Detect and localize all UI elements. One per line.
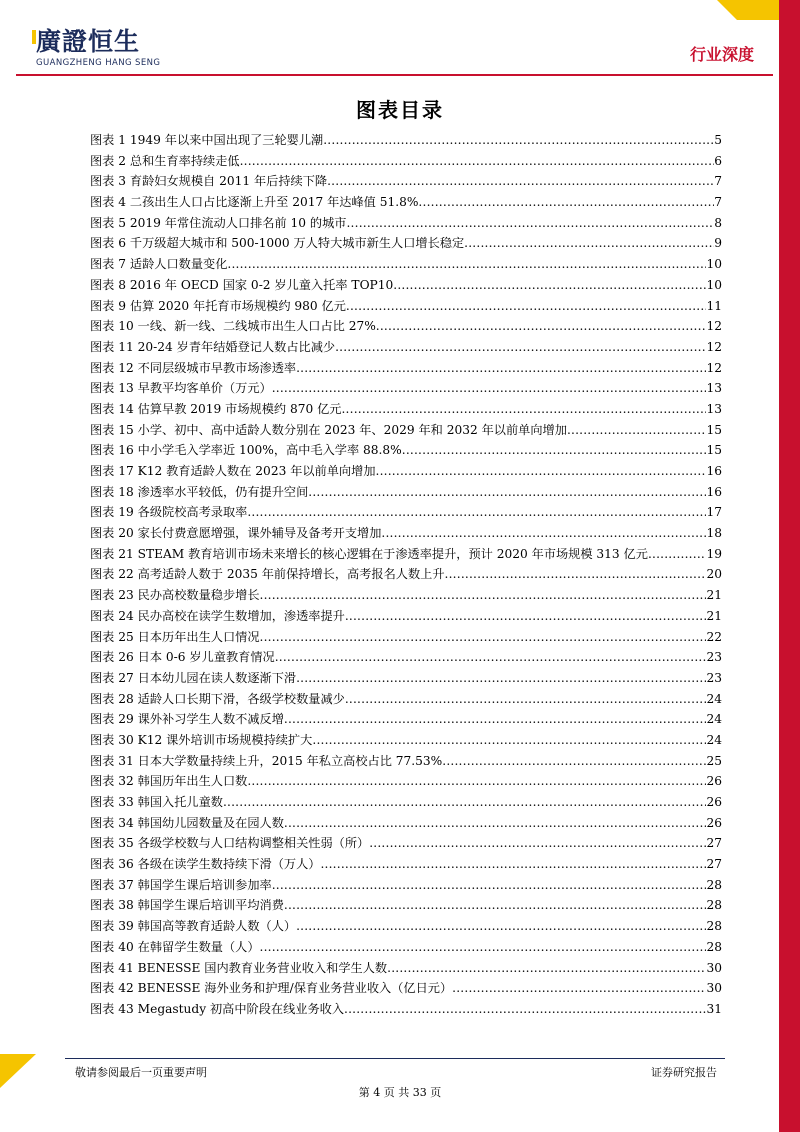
toc-entry[interactable] [90,214,722,235]
toc-dot-leader [369,836,706,850]
toc-entry-page: 28 [706,898,722,913]
toc-entry-title: 图表 11 20-24 岁青年结婚登记人数占比减少 [90,339,336,354]
toc-entry-title: 图表 40 在韩留学生数量（人） [90,939,260,954]
toc-dot-leader [345,609,707,623]
toc-entry-page: 27 [706,857,722,872]
toc-dot-leader [247,774,706,788]
toc-entry[interactable] [90,131,722,152]
footer-report-type: 证券研究报告 [651,1066,717,1079]
toc-entry[interactable] [90,628,722,649]
toc-entry-title: 图表 15 小学、初中、高中适龄人数分别在 2023 年、2029 年和 2032 年以前单向增加 [90,422,567,437]
toc-entry-title: 图表 36 各级在读学生数持续下滑（万人） [90,857,321,872]
toc-entry-title: 图表 26 日本 0-6 岁儿童教育情况 [90,650,275,665]
footer-divider [65,1058,725,1059]
toc-dot-leader [381,526,706,540]
logo-name-en: GUANGZHENG HANG SENG [36,58,161,68]
toc-entry-page: 26 [706,815,722,830]
toc-entry-page: 9 [714,236,722,251]
toc-entry[interactable] [90,710,722,731]
toc-entry-page: 26 [706,774,722,789]
toc-entry-title: 图表 10 一线、新一线、二线城市出生人口占比 27% [90,319,376,334]
toc-entry-title: 图表 12 不同层级城市早教市场渗透率 [90,360,297,375]
toc-entry[interactable] [90,400,722,421]
toc-entry-page: 27 [706,836,722,851]
toc-entry-page: 13 [706,381,722,396]
toc-entry-page: 22 [706,629,722,644]
toc-dot-leader [260,588,707,602]
toc-entry-title: 图表 39 韩国高等教育适龄人数（人） [90,919,297,934]
toc-entry-page: 31 [706,1001,722,1016]
toc-entry-title: 图表 41 BENESSE 国内教育业务营业收入和学生人数 [90,960,388,975]
toc-entry[interactable] [90,669,722,690]
toc-entry[interactable] [90,731,722,752]
toc-entry[interactable] [90,834,722,855]
toc-dot-leader [327,174,714,188]
toc-dot-leader [260,940,707,954]
toc-dot-leader [346,299,707,313]
toc-entry-title: 图表 29 课外补习学生人数不减反增 [90,712,284,727]
toc-entry[interactable] [90,896,722,917]
toc-entry-title: 图表 35 各级学校数与人口结构调整相关性弱（所） [90,836,370,851]
toc-entry-page: 26 [706,795,722,809]
toc-entry[interactable] [90,524,722,545]
toc-entry-title: 图表 16 中小学毛入学率近 100%，高中毛入学率 88.8% [90,443,402,458]
side-accent-bar [779,0,800,1132]
toc-entry[interactable] [90,959,722,980]
toc-entry-title: 图表 33 韩国入托儿童数 [90,795,223,809]
toc-entry[interactable] [90,565,722,586]
toc-entry[interactable] [90,793,722,814]
toc-entry-page: 7 [714,174,722,189]
toc-entry-title: 图表 32 韩国历年出生人口数 [90,774,248,789]
toc-dot-leader [376,464,707,478]
toc-entry[interactable] [90,234,722,255]
toc-entry-title: 图表 7 适龄人口数量变化 [90,257,228,272]
toc-entry-title: 图表 22 高考适龄人数于 2035 年前保持增长，高考报名人数上升 [90,567,445,582]
toc-dot-leader [320,857,706,871]
toc-entry-title: 图表 19 各级院校高考录取率 [90,505,248,520]
toc-entry-page: 24 [706,712,722,727]
toc-dot-leader [376,319,707,333]
toc-dot-leader [284,898,707,912]
toc-entry[interactable] [90,462,722,483]
toc-entry-page: 17 [706,505,722,520]
toc-entry[interactable] [90,317,722,338]
toc-entry-page: 7 [714,195,722,210]
toc-dot-leader [284,816,707,830]
toc-entry-page: 24 [706,732,722,747]
toc-entry[interactable] [90,855,722,876]
toc-entry-title: 图表 38 韩国学生课后培训平均消费 [90,898,284,913]
toc-entry[interactable] [90,421,722,442]
toc-dot-leader [240,154,715,168]
toc-entry-page: 18 [706,526,722,541]
toc-dot-leader [344,1002,706,1016]
toc-entry-page: 16 [706,464,722,478]
toc-dot-leader [223,795,707,809]
toc-entry-page: 28 [706,919,722,934]
toc-dot-leader [296,919,706,933]
toc-entry-page: 28 [706,939,722,954]
toc-entry[interactable] [90,917,722,938]
toc-entry[interactable] [90,607,722,628]
toc-dot-leader [312,733,706,747]
toc-entry-page: 30 [706,981,722,996]
toc-entry[interactable] [90,483,722,504]
toc-entry-page: 28 [706,877,722,892]
toc-entry[interactable] [90,772,722,793]
table-of-figures [90,131,722,1021]
toc-entry-title: 图表 4 二孩出生人口占比逐渐上升至 2017 年达峰值 51.8% [90,195,419,210]
toc-entry-title: 图表 18 渗透率水平较低，仍有提升空间 [90,484,309,499]
toc-entry-page: 6 [714,153,722,168]
toc-entry-title: 图表 24 民办高校在读学生数增加，渗透率提升 [90,608,345,623]
toc-entry-page: 10 [706,277,722,292]
toc-entry-page: 25 [706,753,722,768]
toc-entry-page: 5 [714,133,722,147]
page-title: 图表目录 [356,98,444,122]
toc-entry-page: 20 [706,567,722,582]
toc-entry[interactable] [90,1000,722,1021]
toc-dot-leader [296,671,706,685]
toc-entry-title: 图表 30 K12 课外培训市场规模持续扩大 [90,732,313,747]
toc-entry-title: 图表 28 适龄人口长期下滑，各级学校数量减少 [90,691,345,706]
toc-entry-title: 图表 23 民办高校数量稳步增长 [90,588,260,603]
toc-dot-leader [442,754,706,768]
toc-entry-page: 15 [706,422,722,437]
toc-entry-title: 图表 6 千万级超大城市和 500-1000 万人特大城市新生人口增长稳定 [90,236,465,251]
toc-entry-title: 图表 13 早教平均客单价（万元） [90,381,272,396]
toc-dot-leader [345,692,707,706]
toc-entry-title: 图表 21 STEAM 教育培训市场未来增长的核心逻辑在于渗透率提升，预计 2020 年市场规模 313 亿元 [90,546,648,561]
toc-dot-leader [387,961,706,975]
toc-entry-page: 10 [706,257,722,272]
toc-dot-leader [260,630,707,644]
toc-entry-page: 30 [706,960,722,975]
toc-entry-page: 19 [706,546,722,561]
toc-dot-leader [393,278,706,292]
toc-dot-leader [346,216,714,230]
toc-dot-leader [464,236,714,250]
toc-entry-page: 12 [706,319,722,334]
toc-dot-leader [452,981,706,995]
company-logo [36,28,160,68]
toc-dot-leader [567,423,707,437]
toc-entry-page: 12 [706,360,722,375]
toc-dot-leader [308,485,706,499]
toc-dot-leader [335,340,706,354]
toc-entry-page: 13 [706,401,722,416]
toc-entry-page: 23 [706,670,722,685]
toc-entry[interactable] [90,297,722,318]
toc-entry-title: 图表 1 1949 年以来中国出现了三轮婴儿潮 [90,133,324,147]
toc-entry-page: 11 [706,298,722,313]
toc-entry-title: 图表 37 韩国学生课后培训参加率 [90,877,272,892]
footer-disclaimer-note: 敬请参阅最后一页重要声明 [75,1066,207,1079]
toc-dot-leader [445,567,707,581]
toc-entry[interactable] [90,441,722,462]
toc-entry[interactable] [90,752,722,773]
toc-dot-leader [275,650,707,664]
toc-entry-page: 21 [706,588,722,603]
toc-entry[interactable] [90,172,722,193]
toc-dot-leader [341,402,706,416]
toc-entry[interactable] [90,338,722,359]
toc-entry[interactable] [90,586,722,607]
toc-entry[interactable] [90,938,722,959]
toc-entry-page: 8 [714,215,722,230]
toc-entry-page: 23 [706,650,722,665]
toc-entry-title: 图表 2 总和生育率持续走低 [90,153,240,168]
toc-entry-title: 图表 20 家长付费意愿增强，课外辅导及备考开支增加 [90,526,382,541]
toc-entry[interactable] [90,152,722,173]
toc-entry[interactable] [90,359,722,380]
toc-entry-title: 图表 3 育龄妇女规模自 2011 年后持续下降 [90,174,328,189]
toc-dot-leader [648,547,707,561]
toc-entry[interactable] [90,255,722,276]
header-divider [16,74,773,76]
toc-entry-title: 图表 27 日本幼儿园在读人数逐渐下滑 [90,670,297,685]
toc-entry-title: 图表 5 2019 年常住流动人口排名前 10 的城市 [90,215,347,230]
toc-entry-title: 图表 8 2016 年 OECD 国家 0-2 岁儿童入托率 TOP10 [90,277,394,292]
toc-entry[interactable] [90,379,722,400]
toc-entry-page: 24 [706,691,722,706]
document-type-label: 行业深度 [690,45,755,64]
toc-dot-leader [402,443,707,457]
toc-dot-leader [272,381,707,395]
toc-entry-title: 图表 31 日本大学数量持续上升，2015 年私立高校占比 77.53% [90,753,443,768]
toc-entry[interactable] [90,876,722,897]
toc-entry-title: 图表 17 K12 教育适龄人数在 2023 年以前单向增加 [90,464,376,478]
toc-entry-title: 图表 34 韩国幼儿园数量及在园人数 [90,815,284,830]
toc-entry-page: 21 [706,608,722,623]
toc-entry-title: 图表 14 估算早教 2019 市场规模约 870 亿元 [90,401,342,416]
toc-dot-leader [227,257,706,271]
toc-dot-leader [272,878,707,892]
toc-entry[interactable] [90,690,722,711]
toc-dot-leader [296,361,706,375]
page-number: 第 4 页 共 33 页 [358,1086,442,1099]
toc-entry-page: 15 [706,443,722,458]
toc-entry-title: 图表 42 BENESSE 海外业务和护理/保育业务营业收入（亿日元） [90,981,453,996]
logo-name-cn: 廣證恒生 [36,27,141,56]
toc-dot-leader [284,712,707,726]
logo-mark [32,30,36,44]
toc-entry[interactable] [90,276,722,297]
corner-decoration-bottom [0,1054,36,1088]
toc-entry-page: 12 [706,339,722,354]
toc-entry[interactable] [90,503,722,524]
toc-entry-title: 图表 9 估算 2020 年托育市场规模约 980 亿元 [90,298,346,313]
toc-dot-leader [323,133,714,147]
toc-entry[interactable] [90,545,722,566]
toc-entry-title: 图表 25 日本历年出生人口情况 [90,629,260,644]
toc-entry[interactable] [90,814,722,835]
toc-entry[interactable] [90,979,722,1000]
toc-dot-leader [247,505,706,519]
toc-entry-page: 16 [706,484,722,499]
toc-dot-leader [418,195,714,209]
toc-entry-title: 图表 43 Megastudy 初高中阶段在线业务收入 [90,1001,345,1016]
toc-entry[interactable] [90,193,722,214]
toc-entry[interactable] [90,648,722,669]
